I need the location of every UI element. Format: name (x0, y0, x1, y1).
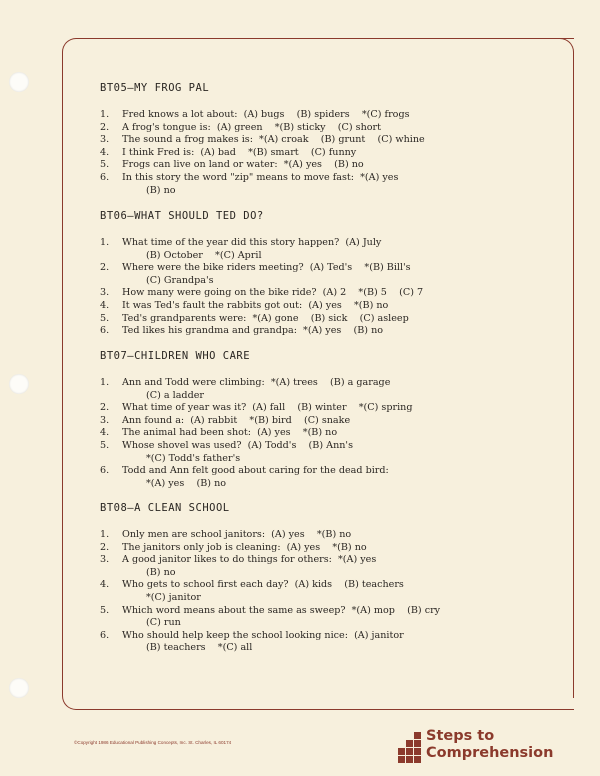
binder-hole-middle (9, 374, 29, 394)
question-list (100, 237, 423, 338)
question-text-continued: (C) a ladder (146, 389, 204, 401)
question-text: In this story the word "zip" means to move fast: *(A) yes (122, 171, 399, 183)
question-item (100, 529, 440, 542)
section-title: BT05—MY FROG PAL (100, 82, 210, 94)
question-text-continued: *(C) Todd's father's (146, 452, 241, 464)
question-number: 3. (100, 134, 110, 146)
question-text: What time of year was it? (A) fall (B) winter *(C) spring (122, 402, 413, 414)
binder-hole-top (9, 72, 29, 92)
question-item (100, 377, 412, 402)
question-number: 4. (100, 146, 110, 158)
section-bt08 (100, 502, 440, 655)
question-text: Who gets to school first each day? (A) kids (B) teachers (122, 579, 404, 591)
question-item (100, 237, 423, 262)
question-text: Ted's grandparents were: *(A) gone (B) sick (C) asleep (122, 312, 409, 324)
question-number: 1. (100, 237, 110, 248)
question-number: 4. (100, 299, 110, 311)
question-text-continued: (C) run (146, 617, 181, 629)
question-number: 1. (100, 377, 110, 388)
question-item (100, 300, 423, 313)
question-text: Ann and Todd were climbing: *(A) trees (B) a garage (122, 377, 391, 388)
section-bt07 (100, 350, 412, 490)
question-text: Fred knows a lot about: (A) bugs (B) spiders *(C) frogs (122, 109, 410, 120)
question-item (100, 122, 425, 135)
question-number: 5. (100, 312, 110, 324)
question-number: 6. (100, 171, 110, 183)
question-text: The animal had been shot: (A) yes *(B) no (122, 427, 338, 439)
question-item (100, 440, 412, 465)
question-text: Ann found a: (A) rabbit *(B) bird (C) snake (122, 414, 351, 426)
question-item (100, 262, 423, 287)
question-item (100, 159, 425, 172)
question-text: What time of the year did this story happen? (A) July (122, 237, 382, 248)
question-text: How many were going on the bike ride? (A) 2 *(B) 5 (C) 7 (122, 287, 424, 299)
question-item (100, 415, 412, 428)
logo-line-1: Steps to (426, 728, 495, 744)
question-text: Who should help keep the school looking nice: (A) janitor (122, 629, 404, 641)
question-text: Todd and Ann felt good about caring for the dead bird: (122, 465, 389, 477)
question-list (100, 109, 425, 197)
question-text: Which word means about the same as sweep? *(A) mop (B) cry (122, 604, 441, 616)
question-text: Only men are school janitors: (A) yes *(B) no (122, 529, 352, 540)
question-text: Frogs can live on land or water: *(A) yes (B) no (122, 159, 364, 171)
question-number: 6. (100, 325, 110, 337)
question-text: It was Ted's fault the rabbits got out: (A) yes *(B) no (122, 299, 389, 311)
logo-wordmark (426, 728, 553, 762)
question-text: A good janitor likes to do things for others: *(A) yes (122, 554, 377, 566)
question-item (100, 402, 412, 415)
question-number: 3. (100, 287, 110, 299)
question-text: A frog's tongue is: (A) green *(B) sticky (C) short (122, 121, 381, 133)
question-text-continued: *(A) yes (B) no (146, 477, 227, 489)
steps-to-comprehension-logo (398, 728, 578, 768)
section-title: BT08—A CLEAN SCHOOL (100, 502, 230, 514)
question-item (100, 172, 425, 197)
question-item (100, 427, 412, 440)
question-number: 3. (100, 554, 110, 566)
question-number: 1. (100, 529, 110, 540)
question-number: 3. (100, 414, 110, 426)
copyright-notice: ©Copyright 1986 Educational Publishing Concepts, Inc. St. Charles, IL 60174 (74, 740, 232, 745)
logo-line-2: Comprehension (426, 745, 554, 761)
question-text: The sound a frog makes is: *(A) croak (B) grunt (C) whine (122, 134, 425, 146)
question-list (100, 377, 412, 490)
section-bt06 (100, 210, 423, 338)
question-list (100, 529, 440, 655)
question-number: 5. (100, 439, 110, 451)
question-text: The janitors only job is cleaning: (A) yes *(B) no (122, 541, 367, 553)
question-number: 2. (100, 262, 110, 274)
question-number: 5. (100, 159, 110, 171)
question-number: 2. (100, 121, 110, 133)
question-item (100, 287, 423, 300)
question-number: 2. (100, 402, 110, 414)
question-number: 6. (100, 465, 110, 477)
question-text-continued: (B) no (146, 566, 176, 578)
question-item (100, 630, 440, 655)
question-text-continued: (B) teachers *(C) all (146, 642, 253, 654)
question-text-continued: (C) Grandpa's (146, 274, 214, 286)
question-item (100, 109, 425, 122)
question-item (100, 605, 440, 630)
question-number: 2. (100, 541, 110, 553)
question-text: I think Fred is: (A) bad *(B) smart (C) funny (122, 146, 357, 158)
question-text: Whose shovel was used? (A) Todd's (B) Ann's (122, 439, 353, 451)
question-text-continued: *(C) janitor (146, 591, 201, 603)
question-number: 6. (100, 629, 110, 641)
question-text-continued: (B) October *(C) April (146, 249, 262, 261)
question-text: Ted likes his grandma and grandpa: *(A) yes (B) no (122, 325, 384, 337)
question-number: 5. (100, 604, 110, 616)
section-title: BT06—WHAT SHOULD TED DO? (100, 210, 264, 222)
question-text: Where were the bike riders meeting? (A) Ted's *(B) Bill's (122, 262, 411, 274)
question-item (100, 542, 440, 555)
binder-hole-bottom (9, 678, 29, 698)
question-item (100, 579, 440, 604)
question-item (100, 465, 412, 490)
section-title: BT07—CHILDREN WHO CARE (100, 350, 251, 362)
question-item (100, 134, 425, 147)
logo-blocks-icon (398, 732, 424, 758)
question-text-continued: (B) no (146, 184, 176, 196)
question-item (100, 147, 425, 160)
page-border-right (540, 38, 574, 698)
section-bt05 (100, 82, 425, 197)
question-item (100, 313, 423, 326)
question-number: 4. (100, 579, 110, 591)
question-item (100, 554, 440, 579)
question-item (100, 325, 423, 338)
question-number: 4. (100, 427, 110, 439)
question-number: 1. (100, 109, 110, 120)
